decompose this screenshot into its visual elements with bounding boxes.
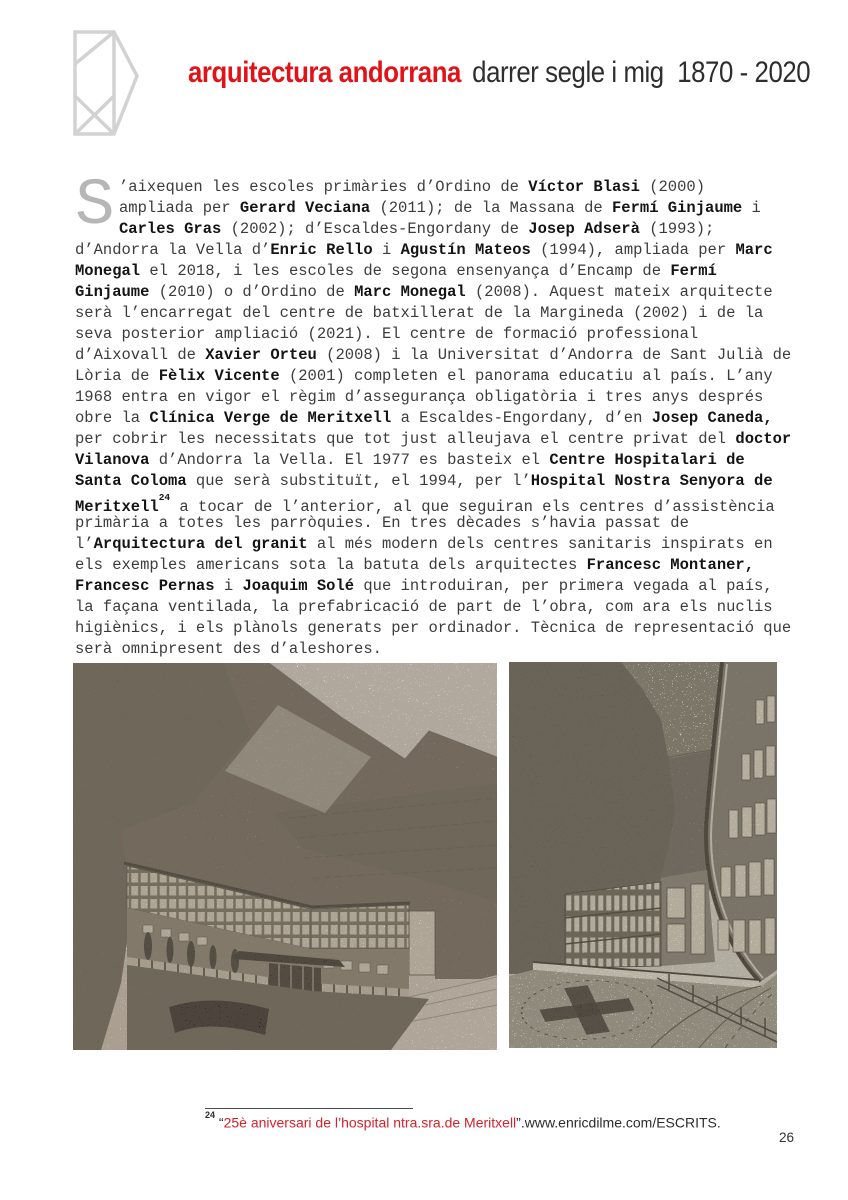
body-text (75, 168, 793, 660)
text-line: Francesc Pernas i Joaquim Solé que introduiran, per primera vegada al país, (75, 577, 773, 595)
page-number: 26 (779, 1130, 795, 1145)
figure-hospital-front-drawing (73, 663, 497, 1050)
text-line: obre la Clínica Verge de Meritxell a Escaldes-Engordany, d’en Josep Caneda, (75, 409, 773, 427)
text-line: serà l’encarregat del centre de batxillerat de la Margineda (2002) i de la (75, 304, 764, 322)
text-line: Lòria de Fèlix Vicente (2001) completen el panorama educatiu al país. L’any (75, 367, 773, 385)
text-line: d’Andorra la Vella d’Enric Rello i Agustín Mateos (1994), ampliada per Marc (75, 241, 773, 259)
text-line: Vilanova d’Andorra la Vella. El 1977 es basteix el Centre Hospitalari de (75, 451, 745, 469)
text-line: d’Aixovall de Xavier Orteu (2008) i la Universitat d’Andorra de Sant Julià de (75, 346, 792, 364)
text-line: primària a totes les parròquies. En tres dècades s’havia passat de (75, 514, 689, 532)
figure-hospital-curved-drawing (509, 662, 777, 1048)
text-line: la façana ventilada, la prefabricació de part de l’obra, com ara els nuclis (75, 598, 773, 616)
text-line: Carles Gras (2002); d’Escaldes-Engordany de Josep Adserà (1993); (119, 220, 715, 238)
text-line: els exemples americans sota la batuta dels arquitectes Francesc Montaner, (75, 556, 755, 574)
page-title-main: arquitectura andorrana (188, 56, 461, 89)
text-line: ampliada per Gerard Veciana (2011); de la Massana de Fermí Ginjaume i (119, 199, 761, 217)
page-title-subtitle: darrer segle i mig 1870 - 2020 (472, 56, 811, 89)
text-line: 1968 entra en vigor el règim d’assegurança obligatòria i tres anys després (75, 388, 764, 406)
text-line: ’aixequen les escoles primàries d’Ordino de Víctor Blasi (2000) (119, 178, 706, 196)
paragraph-lines (75, 168, 793, 660)
drop-cap: S (75, 168, 115, 243)
text-line: l’Arquitectura del granit al més modern dels centres sanitaris inspirats en (75, 535, 773, 553)
footnote-rule (205, 1108, 413, 1109)
text-line: per cobrir les necessitats que tot just alleujava el centre privat del doctor (75, 430, 792, 448)
text-line: serà omnipresent des d’aleshores. (75, 640, 382, 658)
text-line: seva posterior ampliació (2021). El centre de formació professional (75, 325, 699, 343)
text-line: Meritxell$^{24}$ a tocar de l’anterior, al que seguiran els centres d’assistència (75, 492, 775, 517)
text-line: higiènics, i els plànols generats per ordinador. Tècnica de representació que (75, 619, 792, 637)
publisher-logo-icon (73, 30, 139, 141)
text-line: Santa Coloma que serà substituït, el 1994, per l’Hospital Nostra Senyora de (75, 472, 773, 490)
footnote: $^{24}$ “25è aniversari de l’hospital ntra.sra.de Meritxell”.www.enricdilme.com/ESCRITS. (205, 1110, 721, 1131)
page-title (188, 56, 810, 90)
text-line: Monegal el 2018, i les escoles de segona ensenyança d’Encamp de Fermí (75, 262, 717, 280)
text-line: Ginjaume (2010) o d’Ordino de Marc Monegal (2008). Aquest mateix arquitecte (75, 283, 773, 301)
